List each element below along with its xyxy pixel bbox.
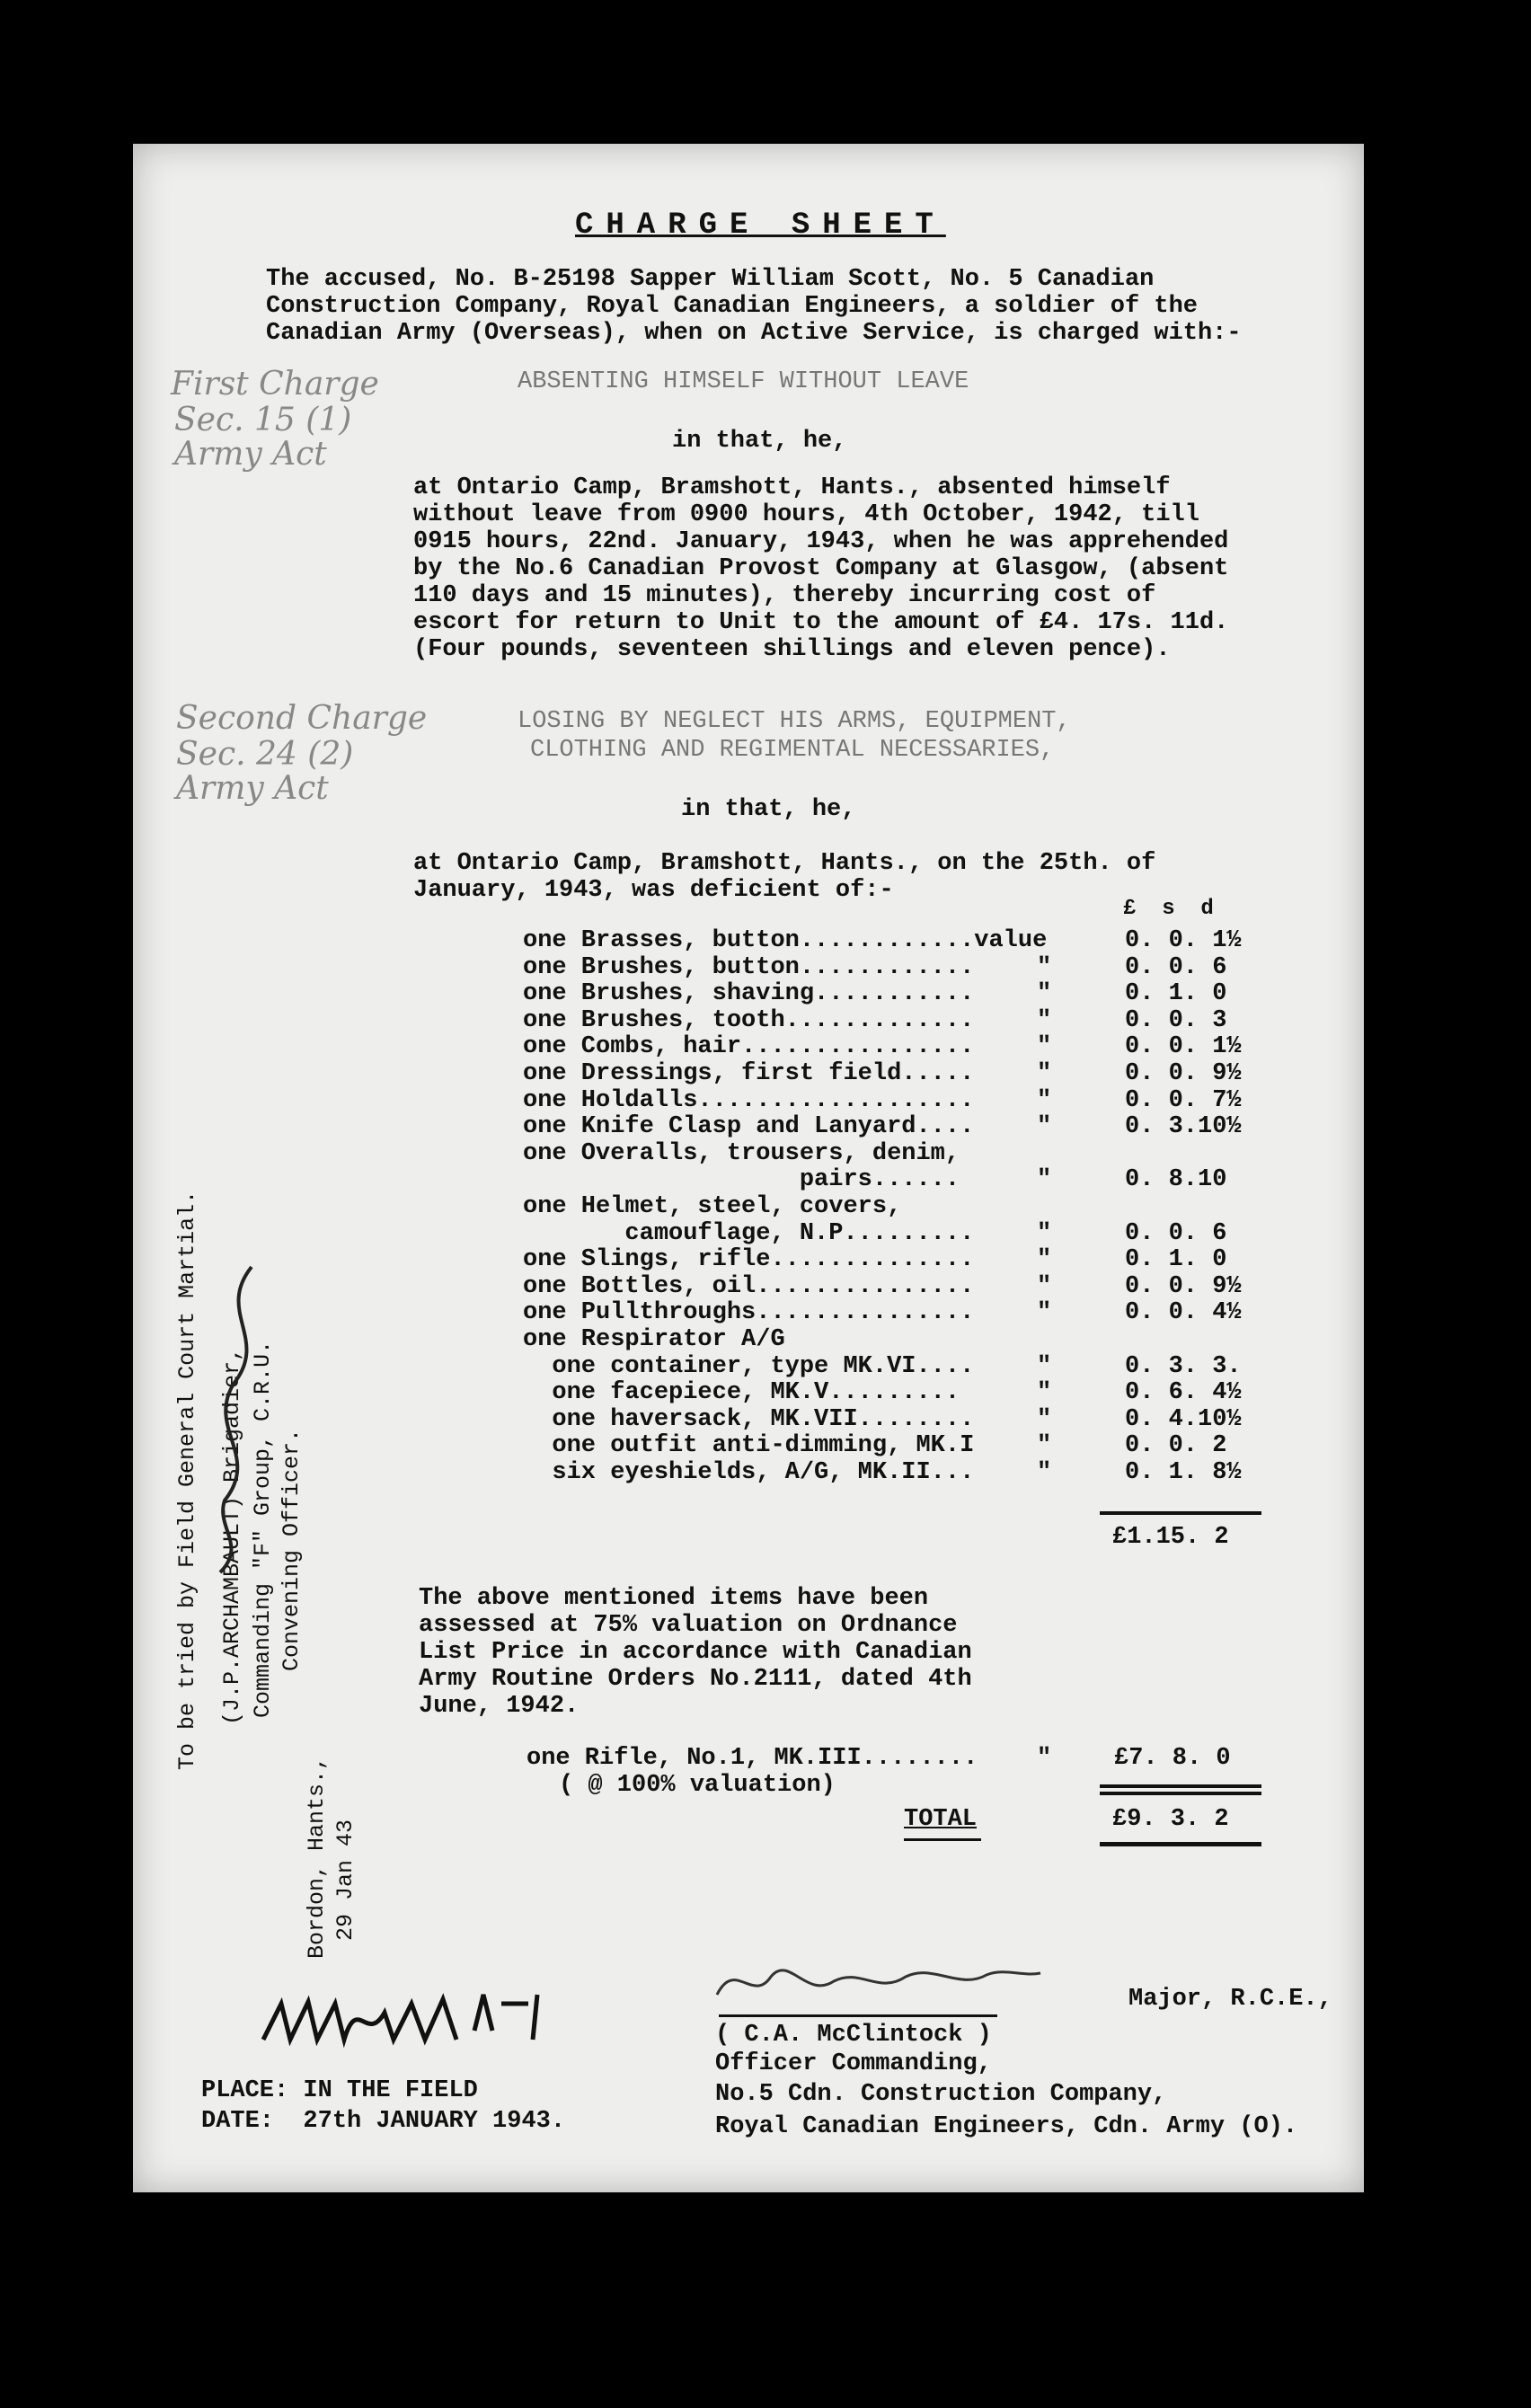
second-charge-heading-line2: CLOTHING AND REGIMENTAL NECESSARIES, [530, 737, 1055, 764]
first-charge-heading: ABSENTING HIMSELF WITHOUT LEAVE [518, 368, 969, 395]
total-rule-top [1100, 1784, 1261, 1788]
item-description: one Brushes, shaving........... [523, 980, 975, 1007]
item-description: one Brushes, button............ [523, 954, 975, 981]
first-charge-in-that: in that, he, [672, 428, 847, 455]
item-amount: 0. 0. 1½ [1125, 1033, 1242, 1060]
place-line: PLACE: IN THE FIELD [201, 2077, 478, 2104]
item-description: one Brasses, button............value [523, 927, 1048, 954]
signature-line-text: Royal Canadian Engineers, Cdn. Army (O). [715, 2113, 1298, 2140]
item-description: pairs...... [523, 1166, 960, 1193]
item-amount: 0. 0. 1½ [1125, 927, 1242, 954]
item-amount: 0. 0. 2 [1125, 1432, 1227, 1459]
item-ditto-mark: " [1037, 1406, 1052, 1433]
item-amount: 0. 0. 9½ [1125, 1273, 1242, 1300]
item-description: six eyeshields, A/G, MK.II... [523, 1459, 975, 1486]
body-line: 110 days and 15 minutes), thereby incurring cost of [413, 582, 1156, 609]
item-ditto-mark: " [1037, 1220, 1052, 1247]
item-amount: 0. 3.10½ [1125, 1113, 1242, 1140]
item-description: camouflage, N.P......... [523, 1220, 975, 1247]
item-ditto-mark: " [1037, 1113, 1052, 1140]
item-description: one haversack, MK.VII........ [523, 1406, 975, 1433]
side-note-line: Convening Officer. [279, 1428, 305, 1671]
item-ditto-mark: " [1037, 1033, 1052, 1060]
rifle-valuation: ( @ 100% valuation) [559, 1772, 836, 1799]
item-ditto-mark: " [1037, 1432, 1052, 1459]
item-description: one Pullthroughs............... [523, 1299, 975, 1326]
item-ditto-mark: " [1037, 954, 1052, 981]
total-rule-bottom [1100, 1842, 1261, 1846]
total-label: TOTAL [904, 1806, 978, 1833]
item-description: one Combs, hair................ [523, 1033, 975, 1060]
major-signature [708, 1950, 1049, 2013]
rifle-amount: £7. 8. 0 [1114, 1745, 1231, 1772]
total-rule-top2 [1100, 1792, 1261, 1795]
item-amount: 0. 6. 4½ [1125, 1379, 1242, 1406]
body-line: without leave from 0900 hours, 4th October, 1942, till [413, 501, 1199, 528]
total-label-rule [904, 1838, 981, 1841]
item-amount: 0. 0. 6 [1125, 954, 1227, 981]
item-description: one Overalls, trousers, denim, [523, 1140, 960, 1167]
item-amount: 0. 0. 7½ [1125, 1087, 1242, 1114]
side-note-line: To be tried by Field General Court Martial. [174, 1190, 200, 1770]
item-amount: 0. 1. 0 [1125, 1246, 1227, 1273]
item-description: one Holdalls................... [523, 1087, 975, 1114]
item-amount: 0. 1. 8½ [1125, 1459, 1242, 1486]
charge-sheet-page [133, 144, 1364, 2192]
item-ditto-mark: " [1037, 1273, 1052, 1300]
body-line: 0915 hours, 22nd. January, 1943, when he was apprehended [413, 528, 1229, 555]
item-description: one Respirator A/G [523, 1326, 785, 1353]
item-ditto-mark: " [1037, 1299, 1052, 1326]
item-description: one container, type MK.VI.... [523, 1353, 975, 1380]
document-title: CHARGE SHEET [575, 208, 946, 243]
date-line: DATE: 27th JANUARY 1943. [201, 2108, 566, 2135]
item-ditto-mark: " [1037, 1379, 1052, 1406]
margin-note-line: Sec. 24 (2) [176, 736, 354, 773]
note-line: List Price in accordance with Canadian [419, 1639, 972, 1666]
item-amount: 0. 0. 9½ [1125, 1060, 1242, 1087]
body-line: at Ontario Camp, Bramshott, Hants., absented himself [413, 474, 1171, 501]
item-description: one Dressings, first field..... [523, 1060, 975, 1087]
item-ditto-mark: " [1037, 1353, 1052, 1380]
brigadier-signature [198, 1258, 279, 1581]
margin-note-line: First Charge [171, 366, 379, 403]
item-ditto-mark: " [1037, 980, 1052, 1007]
item-description: one Knife Clasp and Lanyard.... [523, 1113, 975, 1140]
body-line: by the No.6 Canadian Provost Company at Glasgow, (absent [413, 555, 1229, 582]
margin-note-line: Sec. 15 (1) [174, 402, 352, 438]
second-charge-heading-line1: LOSING BY NEGLECT HIS ARMS, EQUIPMENT, [518, 708, 1071, 735]
margin-note-line: Second Charge [176, 700, 428, 737]
item-description: one Bottles, oil............... [523, 1273, 975, 1300]
currency-header: £ s d [1123, 897, 1214, 921]
margin-note-line: Army Act [174, 436, 327, 473]
rifle-ditto-mark: " [1037, 1745, 1052, 1772]
signature-line-text: No.5 Cdn. Construction Company, [715, 2081, 1167, 2108]
side-place-line: Bordon, Hants., [304, 1756, 330, 1959]
item-ditto-mark: " [1037, 1459, 1052, 1486]
side-note-line: Commanding "F" Group, C.R.U. [250, 1340, 276, 1718]
second-charge-body-line: January, 1943, was deficient of:- [413, 877, 894, 904]
item-amount: 0. 0. 6 [1125, 1220, 1227, 1247]
note-line: Army Routine Orders No.2111, dated 4th [419, 1666, 972, 1693]
item-description: one outfit anti-dimming, MK.I [523, 1432, 975, 1459]
margin-note-line: Army Act [176, 770, 329, 807]
subtotal-amount: £1.15. 2 [1112, 1524, 1229, 1551]
intro-line: Construction Company, Royal Canadian Engineers, a soldier of the [266, 293, 1198, 320]
item-ditto-mark: " [1037, 1087, 1052, 1114]
second-charge-body-line: at Ontario Camp, Bramshott, Hants., on the 25th. of [413, 850, 1156, 877]
item-amount: 0. 1. 0 [1125, 980, 1227, 1007]
item-amount: 0. 4.10½ [1125, 1406, 1242, 1433]
note-line: assessed at 75% valuation on Ordnance [419, 1612, 958, 1639]
item-ditto-mark: " [1037, 1246, 1052, 1273]
item-amount: 0. 8.10 [1125, 1166, 1227, 1193]
rifle-item: one Rifle, No.1, MK.III........ [527, 1745, 978, 1772]
body-line: escort for return to Unit to the amount of £4. 17s. 11d. [413, 609, 1229, 636]
item-description: one Slings, rifle.............. [523, 1246, 975, 1273]
note-line: June, 1942. [419, 1693, 580, 1720]
side-note-line: (J.P.ARCHAMBAULT) Brigadier, [219, 1347, 245, 1725]
intro-line: The accused, No. B-25198 Sapper William Scott, No. 5 Canadian [266, 266, 1155, 293]
signature-line-text: ( C.A. McClintock ) [715, 2022, 992, 2049]
second-charge-in-that: in that, he, [681, 796, 856, 823]
item-amount: 0. 3. 3. [1125, 1353, 1242, 1380]
body-line: (Four pounds, seventeen shillings and eleven pence). [413, 636, 1171, 663]
subtotal-rule [1100, 1511, 1261, 1515]
signatory-rank: Major, R.C.E., [1128, 1986, 1332, 2013]
item-ditto-mark: " [1037, 1060, 1052, 1087]
intro-line: Canadian Army (Overseas), when on Active Service, is charged with:- [266, 320, 1242, 347]
accused-officer-signature [259, 1977, 582, 2058]
item-description: one Helmet, steel, covers, [523, 1193, 902, 1220]
note-line: The above mentioned items have been [419, 1585, 929, 1612]
item-description: one Brushes, tooth............. [523, 1007, 975, 1034]
item-ditto-mark: " [1037, 1166, 1052, 1193]
side-place-line: 29 Jan 43 [332, 1819, 358, 1941]
item-description: one facepiece, MK.V......... [523, 1379, 960, 1406]
item-ditto-mark: " [1037, 1007, 1052, 1034]
item-amount: 0. 0. 4½ [1125, 1299, 1242, 1326]
item-amount: 0. 0. 3 [1125, 1007, 1227, 1034]
signature-line-text: Officer Commanding, [715, 2050, 992, 2077]
total-amount: £9. 3. 2 [1112, 1806, 1229, 1833]
signature-line [719, 2014, 997, 2017]
